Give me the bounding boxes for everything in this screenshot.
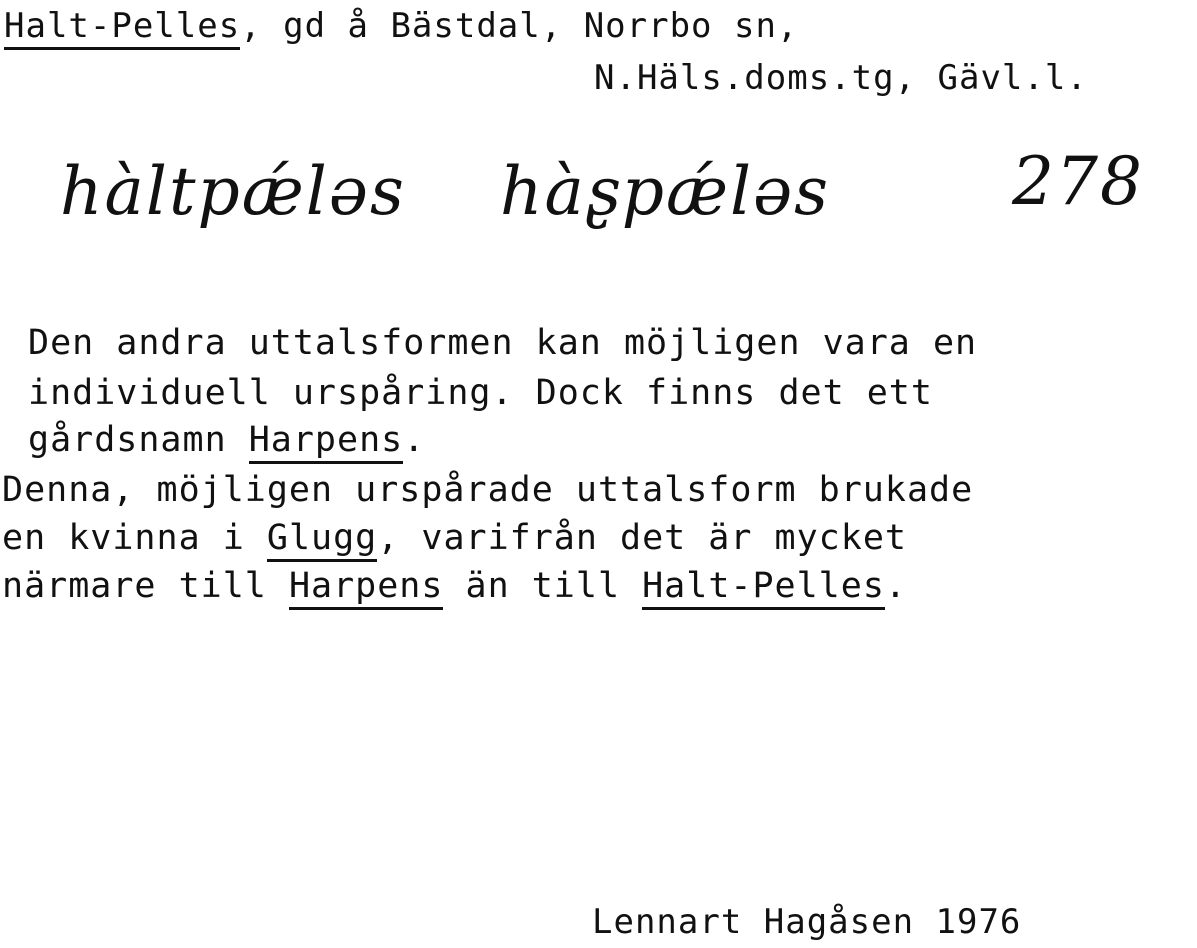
header-line-2: N.Häls.doms.tg, Gävl.l. (594, 58, 1088, 98)
body-text: närmare till (2, 566, 289, 606)
header-location: , gd å Bästdal, Norrbo sn, (240, 6, 799, 46)
signature: Lennart Hagåsen 1976 (592, 902, 1022, 942)
body-text: , varifrån det är mycket (377, 518, 907, 558)
underlined-name-halt-pelles: Halt-Pelles (642, 566, 885, 610)
pronunciation-form-1: hàltpǽləs (60, 153, 406, 230)
body-text: än till (443, 566, 643, 606)
pronunciation-form-2: hàʂpǽləs (500, 153, 831, 230)
body-text: gårdsnamn (28, 420, 249, 460)
place-name: Halt-Pelles (4, 6, 240, 50)
underlined-name-glugg: Glugg (267, 518, 377, 562)
body-text: . (884, 566, 907, 606)
card-number: 278 (1012, 143, 1144, 220)
body-text: en kvinna i (2, 518, 267, 558)
body-line-1: Den andra uttalsformen kan möjligen vara en (28, 323, 978, 363)
body-line-4: Denna, möjligen urspårade uttalsform brukade (2, 470, 974, 510)
body-line-6 (2, 566, 907, 606)
header-line-1 (4, 6, 798, 46)
body-line-5 (2, 518, 907, 558)
body-line-3 (28, 420, 425, 460)
underlined-name-harpens: Harpens (289, 566, 444, 610)
body-line-2: individuell urspåring. Dock finns det ett (28, 373, 933, 413)
body-text: . (403, 420, 426, 460)
underlined-name-harpens: Harpens (249, 420, 404, 464)
